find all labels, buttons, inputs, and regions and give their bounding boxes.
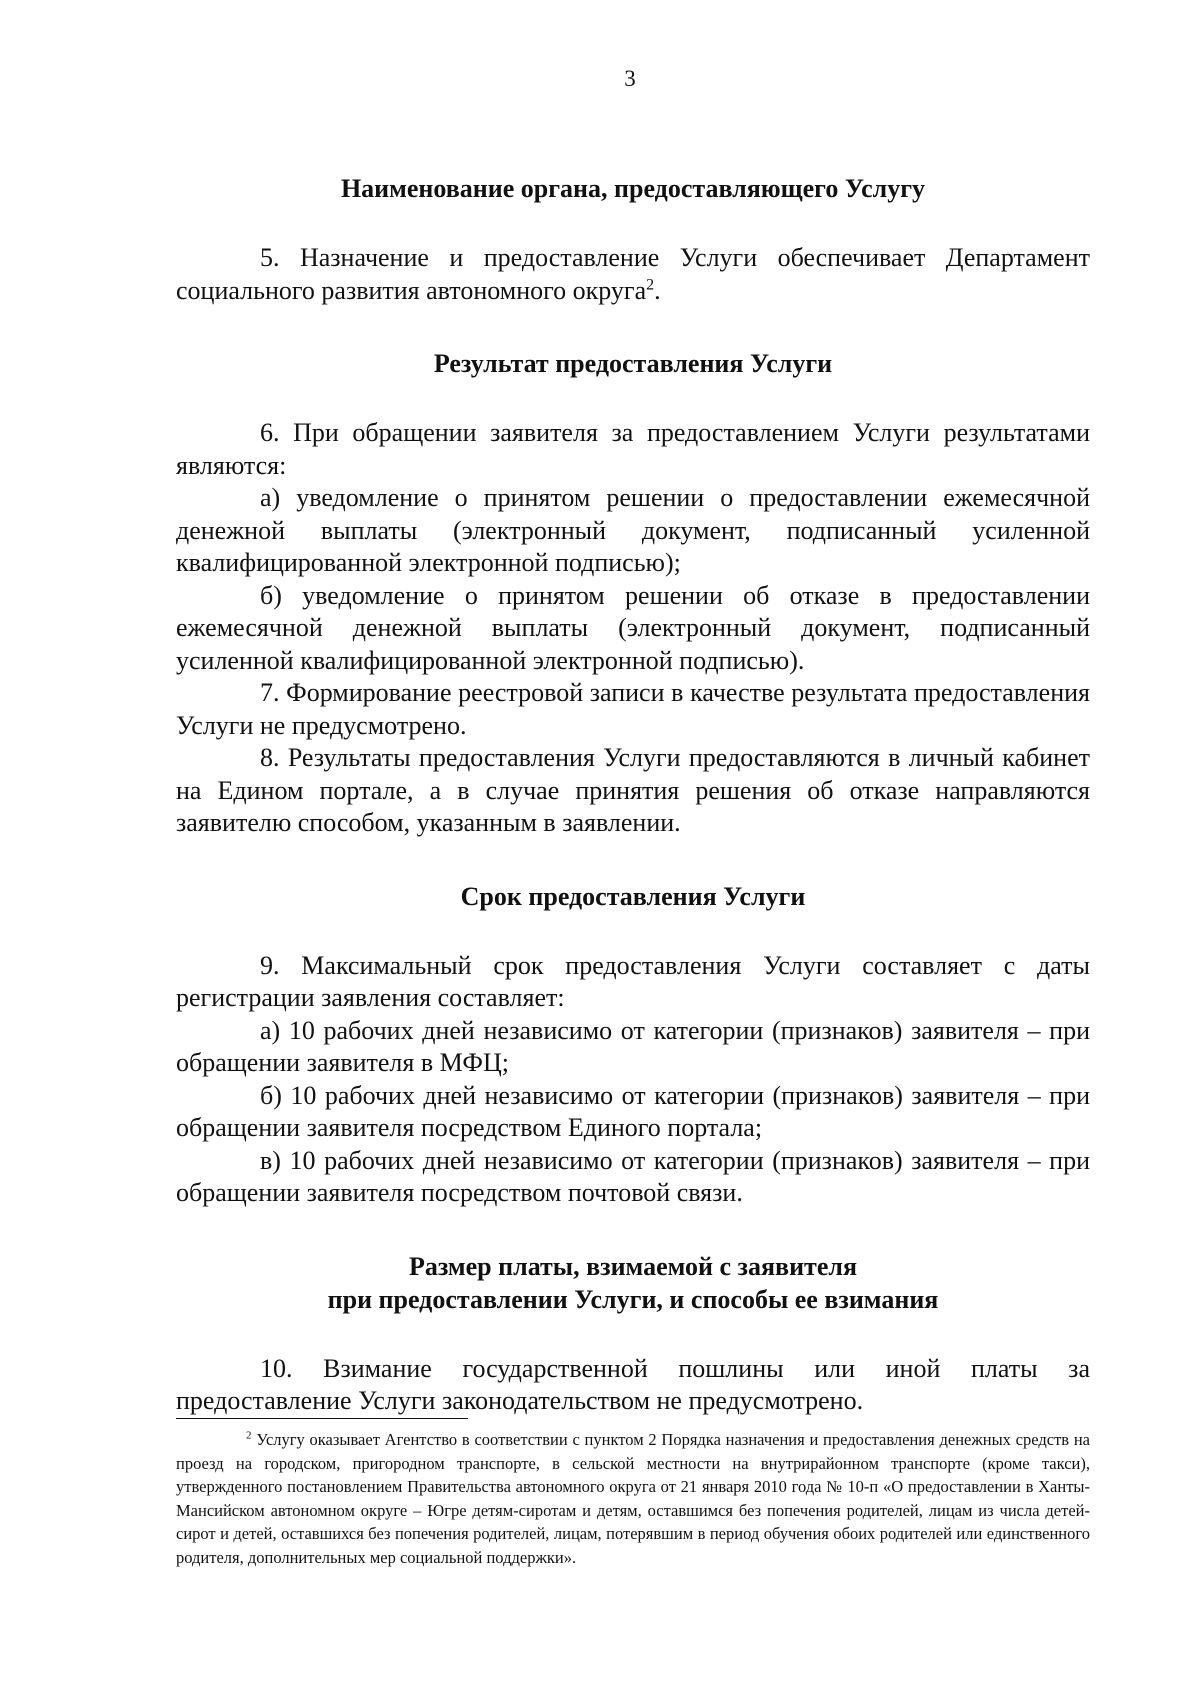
paragraph-9-c: в) 10 рабочих дней независимо от категории (признаков) заявителя – при обращении заявителя посредством почтовой связи. [176,1145,1090,1207]
document-body [176,172,1090,1418]
paragraph-9: 9. Максимальный срок предоставления Услуги составляет с даты регистрации заявления составляет: [176,950,1090,1012]
paragraph-8: 8. Результаты предоставления Услуги предоставляются в личный кабинет на Едином портале, а в случае принятия решения об отказе направляются заявителю способом, указанным в заявлении. [176,743,1090,837]
section-heading-authority: Наименование органа, предоставляющего Услугу [340,174,926,203]
section-heading-result: Результат предоставления Услуги [433,349,833,378]
paragraph-9-a: а) 10 рабочих дней независимо от категории (признаков) заявителя – при обращении заявителя в МФЦ; [176,1015,1090,1077]
section-heading-term: Срок предоставления Услуги [460,881,806,911]
section-heading-fee-line-2: при предоставлении Услуги, и способы ее взимания [327,1284,939,1314]
paragraph-9-b: б) 10 рабочих дней независимо от категории (признаков) заявителя – при обращении заявителя посредством Единого портала; [176,1080,1090,1142]
footnote-mark: 2 [246,1429,252,1442]
footnote-reference: 2 [646,275,655,293]
paragraph-6-b: б) уведомление о принятом решении об отказе в предоставлении ежемесячной денежной выплаты (электронный документ, подписанный усиленной квалифицированной электронной подписью). [176,580,1090,675]
paragraph-6-a: а) уведомление о принятом решении о предоставлении ежемесячной денежной выплаты (электронный документ, подписанный усиленной квалифицированной электронной подписью); [176,483,1090,577]
footnote-text: Услугу оказывает Агентство в соответствии с пунктом 2 Порядка назначения и предоставления денежных средств на проезд на городском, пригородном транспорте, в сельской местности на внутрирайонном транспорте (кроме такси), утвержденного постановлением Правительства автономного округа от 21 января 2010 года № 10-п «О предоставлении в Ханты-Мансийском автономном округе – Югре детям-сиротам и детям, оставшимся без попечения родителей, лицам из числа детей-сирот и детей, оставшихся без попечения родителей, лицам, потерявшим в период обучения обоих родителей или единственного родителя, дополнительных мер социальной поддержки». [176,1430,1090,1567]
paragraph-5-text: 5. Назначение и предоставление Услуги обеспечивает Департамент социального развития автономного округа [176,243,1090,305]
footnote-separator [176,1418,468,1419]
footnote [176,1428,1090,1569]
paragraph-10: 10. Взимание государственной пошлины или иной платы за предоставление Услуги законодательством не предусмотрено. [176,1353,1090,1415]
paragraph-5 [176,242,1090,307]
paragraph-6: 6. При обращении заявителя за предоставлением Услуги результатами являются: [176,418,1090,480]
paragraph-7: 7. Формирование реестровой записи в качестве результата предоставления Услуги не предусмотрено. [176,678,1090,740]
paragraph-5-tail: . [654,275,661,305]
page-number: 3 [624,66,636,91]
section-heading-fee-line-1: Размер платы, взимаемой с заявителя [408,1251,858,1281]
